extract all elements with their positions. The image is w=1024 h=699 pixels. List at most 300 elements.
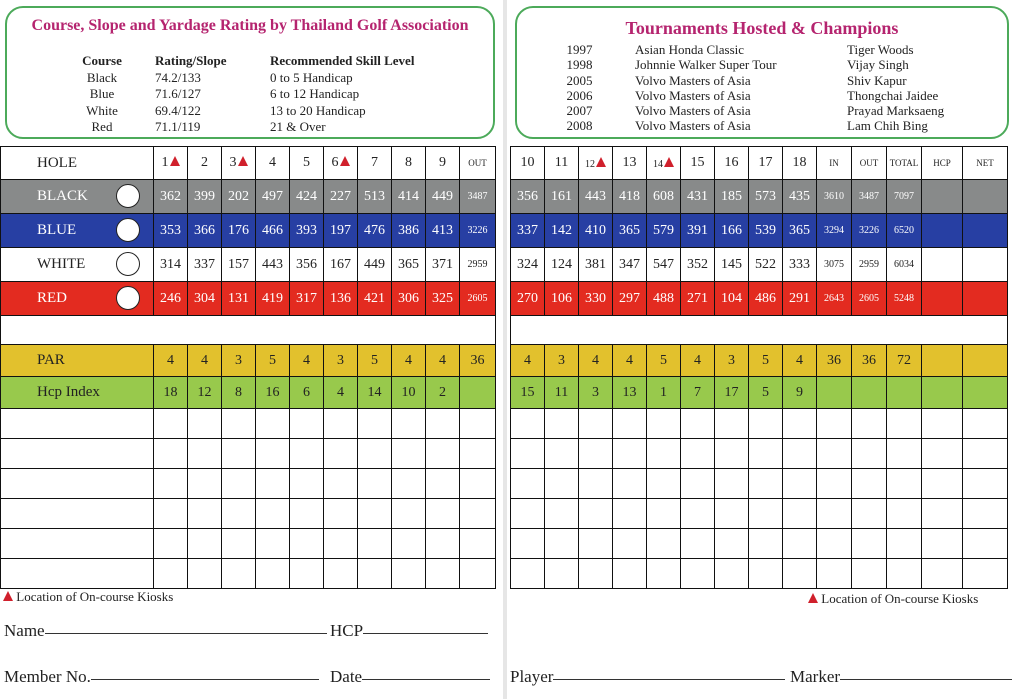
yardage-cell: 330 — [579, 282, 613, 316]
score-row — [1, 559, 496, 589]
par-out: 36 — [852, 345, 887, 377]
score-cell[interactable] — [749, 499, 783, 529]
hcp-cell[interactable] — [922, 180, 963, 214]
marker-line[interactable] — [840, 679, 1012, 680]
score-cell[interactable] — [392, 439, 426, 469]
skill-black: 0 to 5 Handicap — [270, 69, 353, 85]
score-cell[interactable] — [222, 559, 256, 589]
score-cell[interactable] — [887, 529, 922, 559]
score-cell[interactable] — [358, 469, 392, 499]
par-cell: 3 — [545, 345, 579, 377]
kiosk-legend-text: Location of On-course Kiosks — [821, 591, 979, 606]
score-cell[interactable] — [647, 439, 681, 469]
course-white: White — [86, 102, 118, 118]
hole-number — [256, 147, 290, 180]
hole-number-text: 15 — [690, 155, 705, 170]
score-cell[interactable] — [715, 469, 749, 499]
score-cell[interactable] — [749, 469, 783, 499]
score-cell[interactable] — [392, 559, 426, 589]
hcp-cell[interactable] — [922, 248, 963, 282]
yardage-cell: 488 — [647, 282, 681, 316]
par-cell: 3 — [324, 345, 358, 377]
score-cell[interactable] — [426, 559, 460, 589]
score-cell[interactable] — [256, 499, 290, 529]
score-cell[interactable] — [817, 439, 852, 469]
par-hcp[interactable] — [922, 345, 963, 377]
yardage-cell: 419 — [256, 282, 290, 316]
score-cell[interactable] — [290, 559, 324, 589]
hcp-index-extra[interactable] — [922, 377, 963, 409]
score-cell[interactable] — [154, 469, 188, 499]
score-cell[interactable] — [579, 529, 613, 559]
score-cell[interactable] — [256, 559, 290, 589]
score-cell[interactable] — [154, 499, 188, 529]
score-cell[interactable] — [922, 439, 963, 469]
score-cell[interactable] — [963, 529, 1008, 559]
player-line[interactable] — [553, 679, 785, 680]
rating-red: 71.1/119 — [155, 119, 201, 134]
par-row — [511, 345, 1008, 377]
score-cell[interactable] — [222, 439, 256, 469]
rating-title: Course, Slope and Yardage Rating by Thailand Golf Association — [31, 17, 469, 34]
score-cell[interactable] — [290, 499, 324, 529]
score-cell[interactable] — [154, 439, 188, 469]
score-cell[interactable] — [324, 439, 358, 469]
yardage-cell: 246 — [154, 282, 188, 316]
black-tee-name: BLACK — [37, 188, 88, 204]
score-cell[interactable] — [963, 559, 1008, 589]
hole-label: HOLE — [1, 147, 154, 180]
yardage-cell: 414 — [392, 180, 426, 214]
score-cell[interactable] — [188, 469, 222, 499]
net-cell[interactable] — [963, 248, 1008, 282]
score-cell[interactable] — [188, 409, 222, 439]
score-cell[interactable] — [511, 439, 545, 469]
score-cell[interactable] — [681, 559, 715, 589]
score-cell[interactable] — [613, 499, 647, 529]
score-cell[interactable] — [887, 469, 922, 499]
hole-number-text: 17 — [758, 155, 773, 170]
score-cell[interactable] — [426, 469, 460, 499]
yardage-cell: 579 — [647, 214, 681, 248]
yardage-cell: 314 — [154, 248, 188, 282]
score-cell[interactable] — [715, 439, 749, 469]
score-cell[interactable] — [188, 559, 222, 589]
score-cell[interactable] — [613, 409, 647, 439]
player-name-cell[interactable] — [1, 409, 154, 439]
score-cell[interactable] — [647, 529, 681, 559]
score-cell[interactable] — [460, 469, 496, 499]
tournament-names — [635, 42, 835, 134]
score-cell[interactable] — [545, 499, 579, 529]
par-cell: 4 — [188, 345, 222, 377]
hole-number-text: 7 — [371, 155, 378, 170]
score-cell[interactable] — [783, 499, 817, 529]
tournament-champion: Vijay Singh — [847, 57, 909, 73]
score-cell[interactable] — [749, 439, 783, 469]
hcp-cell[interactable] — [922, 214, 963, 248]
score-cell[interactable] — [852, 439, 887, 469]
hcp-index-extra[interactable] — [852, 377, 887, 409]
name-line[interactable] — [45, 633, 327, 634]
yardage-cell: 337 — [511, 214, 545, 248]
score-cell[interactable] — [511, 559, 545, 589]
score-cell[interactable] — [392, 469, 426, 499]
hole-number — [392, 147, 426, 180]
tournament-name: Volvo Masters of Asia — [635, 118, 751, 134]
kiosk-legend-right — [807, 591, 978, 607]
score-cell[interactable] — [613, 439, 647, 469]
score-cell[interactable] — [613, 469, 647, 499]
score-cell[interactable] — [647, 559, 681, 589]
score-cell[interactable] — [715, 529, 749, 559]
yardage-cell: 297 — [613, 282, 647, 316]
hcp-index-cell: 13 — [613, 377, 647, 409]
score-cell[interactable] — [852, 469, 887, 499]
score-cell[interactable] — [715, 499, 749, 529]
yardage-cell: 522 — [749, 248, 783, 282]
score-cell[interactable] — [222, 409, 256, 439]
score-row — [511, 469, 1008, 499]
yardage-cell: 608 — [647, 180, 681, 214]
marker-field[interactable] — [790, 667, 1012, 687]
hole-number-text: 10 — [520, 155, 535, 170]
net-cell[interactable] — [963, 180, 1008, 214]
yardage-cell: 291 — [783, 282, 817, 316]
yardage-cell: 539 — [749, 214, 783, 248]
white-tee-name: WHITE — [37, 256, 86, 272]
player-label: Player — [510, 667, 554, 686]
score-cell[interactable] — [817, 499, 852, 529]
hcp-label: HCP — [330, 621, 364, 640]
score-cell[interactable] — [358, 559, 392, 589]
hcp-index-extra[interactable] — [963, 377, 1008, 409]
marker-label: Marker — [790, 667, 841, 686]
score-cell[interactable] — [460, 499, 496, 529]
score-cell[interactable] — [545, 439, 579, 469]
player-name-cell[interactable] — [1, 499, 154, 529]
rating-info-box — [5, 6, 495, 139]
yardage-cell: 391 — [681, 214, 715, 248]
hole-number-text: 16 — [724, 155, 739, 170]
yardage-cell: 413 — [426, 214, 460, 248]
hcp-index-out — [460, 377, 496, 409]
hole-number-text: 9 — [439, 155, 446, 170]
yardage-cell: 421 — [358, 282, 392, 316]
hole-number — [647, 147, 681, 180]
grand-total: 7097 — [887, 180, 922, 214]
hole-number — [290, 147, 324, 180]
par-cell: 5 — [358, 345, 392, 377]
course-black: Black — [86, 69, 118, 85]
out-total: 3487 — [460, 180, 496, 214]
score-cell[interactable] — [715, 559, 749, 589]
hcp-index-cell: 15 — [511, 377, 545, 409]
hole-number — [545, 147, 579, 180]
yardage-cell: 157 — [222, 248, 256, 282]
score-cell[interactable] — [963, 469, 1008, 499]
score-cell[interactable] — [154, 559, 188, 589]
score-cell[interactable] — [511, 529, 545, 559]
score-cell[interactable] — [922, 409, 963, 439]
name-label: Name — [4, 621, 45, 640]
hcp-line[interactable] — [363, 633, 488, 634]
score-cell[interactable] — [545, 559, 579, 589]
score-cell[interactable] — [887, 409, 922, 439]
score-cell[interactable] — [188, 439, 222, 469]
score-cell[interactable] — [817, 529, 852, 559]
score-cell[interactable] — [545, 469, 579, 499]
score-cell[interactable] — [426, 499, 460, 529]
black-tee-label — [1, 180, 154, 214]
score-cell[interactable] — [852, 499, 887, 529]
score-cell[interactable] — [426, 409, 460, 439]
score-cell[interactable] — [290, 409, 324, 439]
hcp-cell[interactable] — [922, 282, 963, 316]
kiosk-marker-icon — [340, 156, 350, 166]
yardage-cell: 362 — [154, 180, 188, 214]
score-cell[interactable] — [256, 439, 290, 469]
kiosk-legend-left — [2, 589, 173, 605]
score-cell[interactable] — [222, 499, 256, 529]
score-cell[interactable] — [681, 409, 715, 439]
score-cell[interactable] — [511, 409, 545, 439]
yardage-cell: 136 — [324, 282, 358, 316]
hole-number — [715, 147, 749, 180]
par-cell: 4 — [511, 345, 545, 377]
hole-number — [324, 147, 358, 180]
score-cell[interactable] — [222, 469, 256, 499]
score-cell[interactable] — [256, 529, 290, 559]
tournaments-info-box — [515, 6, 1009, 139]
hole-number — [358, 147, 392, 180]
score-cell[interactable] — [579, 439, 613, 469]
score-cell[interactable] — [460, 439, 496, 469]
player-field[interactable] — [510, 667, 785, 687]
score-cell[interactable] — [783, 529, 817, 559]
score-cell[interactable] — [749, 529, 783, 559]
score-cell[interactable] — [852, 409, 887, 439]
hole-number — [426, 147, 460, 180]
hcp-index-cell: 4 — [324, 377, 358, 409]
yardage-cell: 352 — [681, 248, 715, 282]
score-cell[interactable] — [613, 559, 647, 589]
score-cell[interactable] — [324, 409, 358, 439]
yardage-cell: 371 — [426, 248, 460, 282]
in-total: 3294 — [817, 214, 852, 248]
par-net[interactable] — [963, 345, 1008, 377]
par-cell: 3 — [715, 345, 749, 377]
member-no-field[interactable] — [4, 667, 319, 687]
score-cell[interactable] — [715, 409, 749, 439]
blue-tee-row — [1, 214, 496, 248]
score-cell[interactable] — [852, 529, 887, 559]
par-cell: 4 — [392, 345, 426, 377]
score-cell[interactable] — [579, 409, 613, 439]
score-cell[interactable] — [783, 409, 817, 439]
tournament-champion: Shiv Kapur — [847, 72, 907, 88]
score-cell[interactable] — [887, 439, 922, 469]
spacer-row — [511, 316, 1008, 345]
score-cell[interactable] — [460, 559, 496, 589]
score-cell[interactable] — [358, 499, 392, 529]
score-cell[interactable] — [324, 499, 358, 529]
score-cell[interactable] — [324, 559, 358, 589]
front-nine-panel — [0, 0, 503, 699]
par-cell: 5 — [647, 345, 681, 377]
score-cell[interactable] — [154, 529, 188, 559]
out-total: 3226 — [460, 214, 496, 248]
red-tee-name: RED — [37, 290, 67, 306]
score-cell[interactable] — [358, 439, 392, 469]
tournament-year: 2008 — [566, 118, 593, 134]
hcp-index-row — [511, 377, 1008, 409]
yardage-cell: 449 — [426, 180, 460, 214]
score-cell[interactable] — [426, 529, 460, 559]
member-no-line[interactable] — [91, 679, 319, 680]
score-cell[interactable] — [256, 409, 290, 439]
score-cell[interactable] — [392, 409, 426, 439]
score-cell[interactable] — [749, 559, 783, 589]
date-field[interactable] — [330, 667, 490, 687]
rating-black: 74.2/133 — [155, 69, 201, 85]
out-total: 3487 — [852, 180, 887, 214]
net-cell[interactable] — [963, 214, 1008, 248]
rating-blue: 71.6/127 — [155, 86, 201, 101]
score-cell[interactable] — [511, 469, 545, 499]
hcp-field[interactable] — [330, 621, 488, 641]
score-cell[interactable] — [256, 469, 290, 499]
yardage-cell: 304 — [188, 282, 222, 316]
hcp-index-extra[interactable] — [887, 377, 922, 409]
hole-number-text: 2 — [201, 155, 208, 170]
player-name-cell[interactable] — [1, 469, 154, 499]
name-field[interactable] — [4, 621, 327, 641]
score-cell[interactable] — [290, 529, 324, 559]
score-cell[interactable] — [963, 439, 1008, 469]
date-line[interactable] — [362, 679, 490, 680]
hcp-index-cell: 3 — [579, 377, 613, 409]
score-cell[interactable] — [817, 409, 852, 439]
yardage-cell: 306 — [392, 282, 426, 316]
score-cell[interactable] — [681, 469, 715, 499]
yardage-cell: 325 — [426, 282, 460, 316]
yardage-cell: 131 — [222, 282, 256, 316]
yardage-cell: 449 — [358, 248, 392, 282]
out-header: OUT — [460, 147, 496, 180]
score-cell[interactable] — [681, 529, 715, 559]
score-cell[interactable] — [922, 559, 963, 589]
yardage-cell: 443 — [256, 248, 290, 282]
score-cell[interactable] — [545, 409, 579, 439]
score-cell[interactable] — [681, 499, 715, 529]
score-cell[interactable] — [817, 559, 852, 589]
yardage-cell: 106 — [545, 282, 579, 316]
score-cell[interactable] — [647, 469, 681, 499]
score-cell[interactable] — [681, 439, 715, 469]
score-cell[interactable] — [887, 559, 922, 589]
score-cell[interactable] — [290, 469, 324, 499]
hcp-index-cell: 14 — [358, 377, 392, 409]
score-row — [511, 439, 1008, 469]
grand-total: 6520 — [887, 214, 922, 248]
net-cell[interactable] — [963, 282, 1008, 316]
tournament-champions — [847, 42, 987, 134]
score-cell[interactable] — [324, 529, 358, 559]
score-cell[interactable] — [460, 409, 496, 439]
score-cell[interactable] — [852, 559, 887, 589]
score-cell[interactable] — [887, 499, 922, 529]
score-cell[interactable] — [817, 469, 852, 499]
hcp-index-extra[interactable] — [817, 377, 852, 409]
score-cell[interactable] — [392, 499, 426, 529]
score-cell[interactable] — [579, 559, 613, 589]
yardage-cell: 185 — [715, 180, 749, 214]
par-cell: 3 — [222, 345, 256, 377]
white-tee-row — [1, 248, 496, 282]
blue-tee-label — [1, 214, 154, 248]
score-cell[interactable] — [579, 469, 613, 499]
score-cell[interactable] — [545, 529, 579, 559]
player-name-cell[interactable] — [1, 439, 154, 469]
score-cell[interactable] — [613, 529, 647, 559]
yardage-cell: 347 — [613, 248, 647, 282]
score-cell[interactable] — [922, 529, 963, 559]
hcp-index-cell: 11 — [545, 377, 579, 409]
score-row — [1, 439, 496, 469]
back-nine-panel — [507, 0, 1024, 699]
score-cell[interactable] — [188, 529, 222, 559]
score-cell[interactable] — [922, 469, 963, 499]
par-cell: 5 — [749, 345, 783, 377]
player-name-cell[interactable] — [1, 529, 154, 559]
par-label: PAR — [1, 345, 154, 377]
score-cell[interactable] — [579, 499, 613, 529]
score-cell[interactable] — [783, 559, 817, 589]
score-cell[interactable] — [963, 499, 1008, 529]
score-cell[interactable] — [358, 409, 392, 439]
out-header: OUT — [852, 147, 887, 180]
yardage-cell: 547 — [647, 248, 681, 282]
yardage-cell: 337 — [188, 248, 222, 282]
score-cell[interactable] — [154, 409, 188, 439]
player-name-cell[interactable] — [1, 559, 154, 589]
tournament-name: Asian Honda Classic — [635, 42, 745, 57]
score-cell[interactable] — [963, 409, 1008, 439]
score-cell[interactable] — [922, 499, 963, 529]
score-cell[interactable] — [783, 469, 817, 499]
score-cell[interactable] — [647, 499, 681, 529]
score-cell[interactable] — [647, 409, 681, 439]
score-cell[interactable] — [188, 499, 222, 529]
score-cell[interactable] — [511, 499, 545, 529]
spacer-row — [1, 316, 496, 345]
score-cell[interactable] — [290, 439, 324, 469]
score-cell[interactable] — [783, 439, 817, 469]
yardage-cell: 333 — [783, 248, 817, 282]
yardage-cell: 443 — [579, 180, 613, 214]
yardage-cell: 176 — [222, 214, 256, 248]
score-cell[interactable] — [358, 529, 392, 559]
score-cell[interactable] — [426, 439, 460, 469]
course-column — [77, 53, 127, 136]
in-total: 3075 — [817, 248, 852, 282]
score-cell[interactable] — [324, 469, 358, 499]
score-cell[interactable] — [392, 529, 426, 559]
score-cell[interactable] — [222, 529, 256, 559]
score-cell[interactable] — [460, 529, 496, 559]
score-cell[interactable] — [749, 409, 783, 439]
